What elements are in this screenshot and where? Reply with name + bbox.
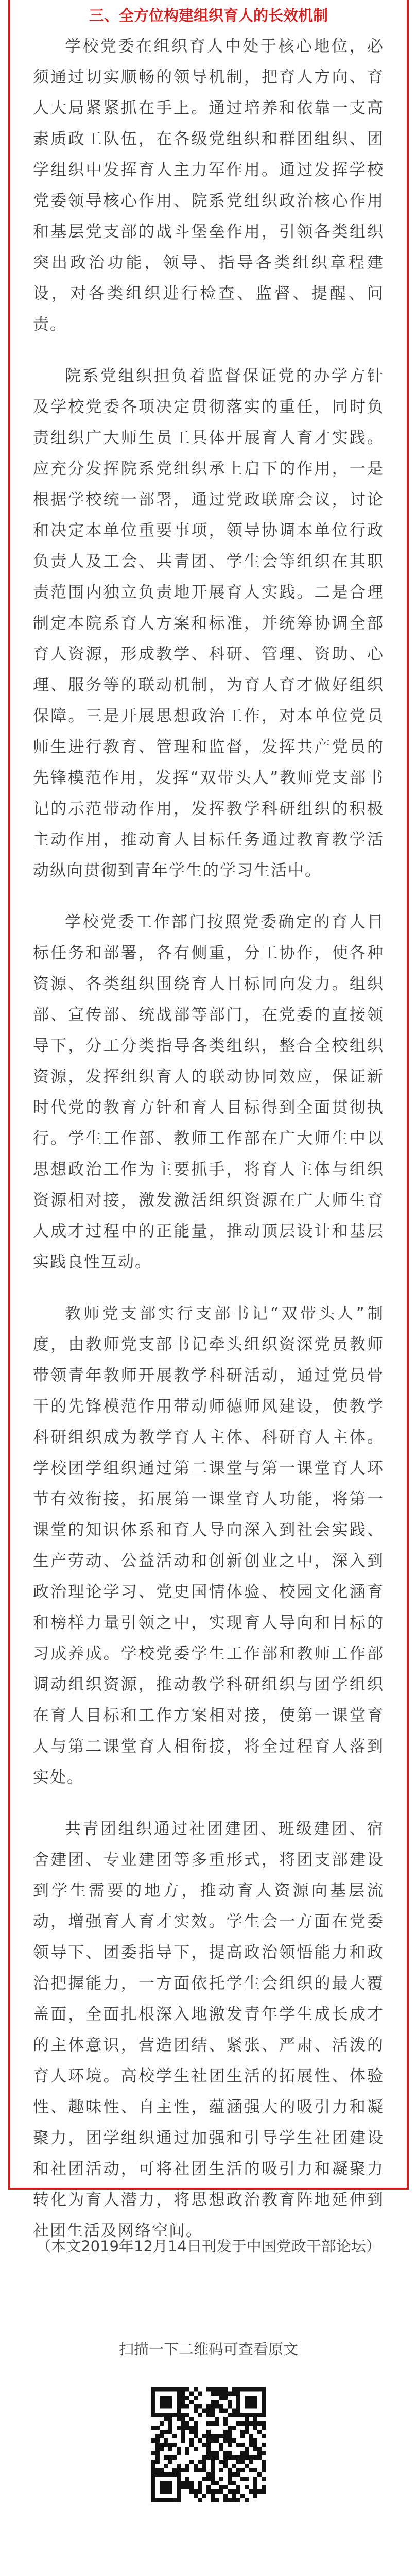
paragraph-2: 院系党组织担负着监督保证党的办学方针及学校党委各项决定贯彻落实的重任，同时负责组织广大师生员工具体开展育人育才实践。应充分发挥院系党组织承上启下的作用，一是根据学校统一部署，通过党政联席会议，讨论和决定本单位重要事项，领导协调本单位行政负责人及工会、共青团、学生会等组织在其职责范围内独立负责地开展育人实践。二是合理制定本院系育人方案和标准，并统筹协调全部育人资源，形成教学、科研、管理、资助、心理、服务等的联动机制，为育人育才做好组织保障。三是开展思想政治工作，对本单位党员师生进行教育、管理和监督，发挥共产党员的先锋模范作用，发挥“双带头人”教师党支部书记的示范带动作用，发挥教学科研组织的积极主动作用，推动育人目标任务通过教育教学活动纵向贯彻到青年学生的学习生活中。	[33, 367, 384, 880]
paragraph-4: 教师党支部实行支部书记“双带头人”制度，由教师党支部书记牵头组织资深党员教师带领青年教师开展教学科研活动，通过党员骨干的先锋模范作用带动师德师风建设，使教学科研组织成为教学育人主体、科研育人主体。学校团学组织通过第二课堂与第一课堂育人环节有效衔接，拓展第一课堂育人功能，将第一课堂的知识体系和育人导向深入到社会实践、生产劳动、公益活动和创新创业之中，深入到政治理论学习、党史国情体验、校园文化涵育和榜样力量引领之中，实现育人导向和目标的习成养成。学校党委学生工作部和教师工作部调动组织资源，推动教学科研组织与团学组织在育人目标和工作方案相对接，使第一课堂育人与第二课堂育人相衔接，将全过程育人落到实处。	[33, 1304, 384, 1787]
paragraph-5: 共青团组织通过社团建团、班级建团、宿舍建团、专业建团等多重形式，将团支部建设到学生需要的地方，推动育人资源向基层流动，增强育人育才实效。学生会一方面在党委领导下、团委指导下，提高政治领悟能力和政治把握能力，一方面依托学生会组织的最大覆盖面，全面扎根深入地激发青年学生成长成才的主体意识，营造团结、紧张、严肃、活泼的育人环境。高校学生社团生活的拓展性、体验性、趣味性、自主性，蕴涵强大的吸引力和凝聚力，团学组织通过加强和引导学生社团建设和社团活动，可将社团生活的吸引力和凝聚力转化为育人潜力，将思想政治教育阵地延伸到社团生活及网络空间。	[33, 1820, 384, 2240]
source-note: （本文2019年12月14日刊发于中国党政干部论坛）	[36, 2238, 381, 2255]
paragraph-3: 学校党委工作部门按照党委确定的育人目标任务和部署，各有侧重，分工协作，使各种资源、各类组织围绕育人目标同向发力。组织部、宣传部、统战部等部门，在党委的直接领导下，分工分类指导各类组织，整合全校组织资源，发挥组织育人的联动协同效应，保证新时代党的教育方针和育人目标得到全面贯彻执行。学生工作部、教师工作部在广大师生中以思想政治工作为主要抓手，将育人主体与组织资源相对接，激发激活组织资源在广大师生育人成才过程中的正能量，推动顶层设计和基层实践良性互动。	[33, 913, 384, 1272]
article-body	[33, 0, 384, 2267]
scan-prompt: 扫描一下二维码可查看原文	[118, 2341, 298, 2358]
paragraph-1: 学校党委在组织育人中处于核心地位，必须通过切实顺畅的领导机制，把育人方向、育人大局紧紧抓在手上。通过培养和依靠一支高素质政工队伍，在各级党组织和群团组织、团学组织中发挥育人主力军作用。通过发挥学校党委领导核心作用、院系党组织政治核心作用和基层党支部的战斗堡垒作用，引领各类组织突出政治功能，领导、指导各类组织章程建设，对各类组织进行检查、监督、提醒、问责。	[33, 37, 384, 334]
qr-code-icon[interactable]	[147, 2383, 270, 2506]
section-heading: 三、全方位构建组织育人的长效机制	[89, 7, 328, 24]
